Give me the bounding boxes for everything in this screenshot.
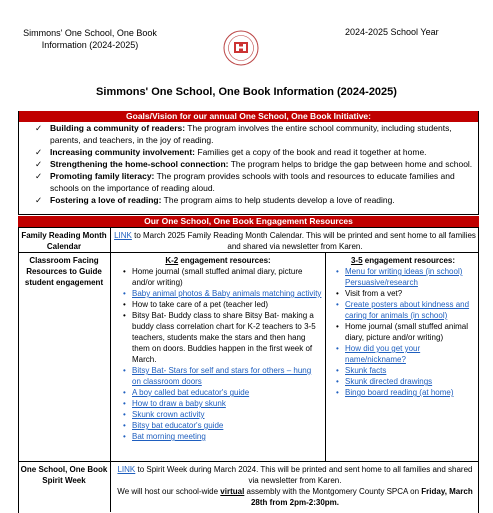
check-icon: ✓ xyxy=(35,159,43,169)
goal-title: Strengthening the home-school connection: xyxy=(50,159,229,169)
divider xyxy=(18,252,479,253)
resource-item[interactable]: • A boy called bat educator's guide xyxy=(122,387,322,398)
divider xyxy=(325,252,326,461)
spirit-label: One School, One Book Spirit Week xyxy=(20,465,108,485)
calendar-cell xyxy=(114,230,476,252)
page-title: Simmons' One School, One Book Information (2024-2025) xyxy=(96,86,397,98)
classroom-label: Classroom Facing Resources to Guide student engagement xyxy=(24,256,104,287)
goal-title: Promoting family literacy: xyxy=(50,171,155,181)
g35-title: 3-5 xyxy=(350,256,363,265)
resource-item[interactable]: • Bitsy bat educator's guide xyxy=(122,420,322,431)
goal-text: Families get a copy of the book and read it together at home. xyxy=(195,147,427,157)
goal-title: Building a community of readers: xyxy=(50,123,186,133)
assembly-date: Friday, March 28th from 2pm-2:30pm. xyxy=(250,487,473,507)
g35-heading xyxy=(329,255,477,266)
calendar-text: to March 2025 Family Reading Month Calendar. This will be printed and sent home to all families and shared via newsletter from Karen. xyxy=(131,231,476,251)
spirit-line xyxy=(114,464,476,486)
resource-item[interactable]: • Skunk crown activity xyxy=(122,409,322,420)
resource-item[interactable]: • How did you get your name/nickname? xyxy=(335,343,477,365)
goal-item xyxy=(18,146,479,158)
resources-heading: Our One School, One Book Engagement Resources xyxy=(18,216,479,227)
resource-item: • Home journal (small stuffed animal diary, picture and/or writing) xyxy=(335,321,477,343)
resource-item[interactable]: • Skunk facts xyxy=(335,365,477,376)
assembly-bold: virtual xyxy=(220,487,245,496)
resource-item[interactable]: • Baby animal photos & Baby animals matching activity xyxy=(122,288,322,299)
goal-title: Fostering a love of reading: xyxy=(50,195,162,205)
k2-title-rest: engagement resources: xyxy=(178,256,271,265)
check-icon: ✓ xyxy=(35,171,43,181)
spirit-link[interactable]: LINK xyxy=(117,465,136,474)
k2-list xyxy=(114,266,322,442)
k2-title: K-2 xyxy=(165,256,179,265)
resource-item: • Visit from a vet? xyxy=(335,288,477,299)
goal-item xyxy=(18,170,479,194)
calendar-label: Family Reading Month Calendar xyxy=(21,231,107,251)
resource-item[interactable]: • Bitsy Bat- Stars for self and stars for others – hung on classroom doors xyxy=(122,365,322,387)
k2-column xyxy=(114,255,322,442)
resource-item[interactable]: • Menu for writing ideas (in school) Persuasive/research xyxy=(335,266,477,288)
resource-item: • How to take care of a pet (teacher led) xyxy=(122,299,322,310)
header-left-line1: Simmons' One School, One Book xyxy=(23,28,157,38)
assembly-pre: We will host our school-wide xyxy=(117,487,221,496)
goals-list xyxy=(18,122,479,206)
g35-column xyxy=(329,255,477,398)
goals-heading: Goals/Vision for our annual One School, One Book Initiative: xyxy=(18,111,479,122)
g35-list xyxy=(329,266,477,398)
check-icon: ✓ xyxy=(35,195,43,205)
goal-title: Increasing community involvement: xyxy=(50,147,196,157)
spirit-cell xyxy=(114,464,476,508)
goal-text: The program aims to help students develop a love of reading. xyxy=(161,195,395,205)
goal-item xyxy=(18,158,479,170)
spirit-text: to Spirit Week during March 2024. This will be printed and sent home to all families and shared via newsletter from Karen. xyxy=(135,465,473,485)
resource-item[interactable]: • Bat morning meeting xyxy=(122,431,322,442)
assembly-mid: assembly with the Montgomery County SPCA on xyxy=(244,487,422,496)
check-icon: ✓ xyxy=(35,123,43,133)
header-left-line2: Information (2024-2025) xyxy=(41,40,139,50)
resource-item[interactable]: • Create posters about kindness and caring for animals (in school) xyxy=(335,299,477,321)
header-right: 2024-2025 School Year xyxy=(345,27,439,37)
resource-item[interactable]: • Bingo board reading (at home) xyxy=(335,387,477,398)
goal-text: The program involves the entire school community, including students, parents, and teachers, in the joy of reading. xyxy=(50,123,452,145)
assembly-line xyxy=(114,486,476,508)
g35-title-rest: engagement resources: xyxy=(362,256,456,265)
divider xyxy=(110,227,111,512)
goal-item xyxy=(18,194,479,206)
goal-text: The program helps to bridge the gap between home and school. xyxy=(228,159,473,169)
check-icon: ✓ xyxy=(35,147,43,157)
resource-item[interactable]: • How to draw a baby skunk xyxy=(122,398,322,409)
calendar-link[interactable]: LINK xyxy=(114,231,132,240)
resource-item[interactable]: • Skunk directed drawings xyxy=(335,376,477,387)
header-left xyxy=(10,27,170,51)
k2-heading xyxy=(114,255,322,266)
divider xyxy=(18,461,479,462)
resource-item: • Home journal (small stuffed animal diary, picture and/or writing) xyxy=(122,266,322,288)
school-seal-logo xyxy=(223,30,259,66)
resource-item: • Bitsy Bat- Buddy class to share Bitsy Bat- making a buddy class correlation chart for K-2 teachers to 3-5 teachers, students make the stars and then hang them on doors. Buddies happen in the first week of March. xyxy=(122,310,322,365)
goal-text: The program provides schools with tools and resources to educate families and schools on the importance of reading aloud. xyxy=(50,171,455,193)
goal-item xyxy=(18,122,479,146)
page-header xyxy=(0,0,493,60)
